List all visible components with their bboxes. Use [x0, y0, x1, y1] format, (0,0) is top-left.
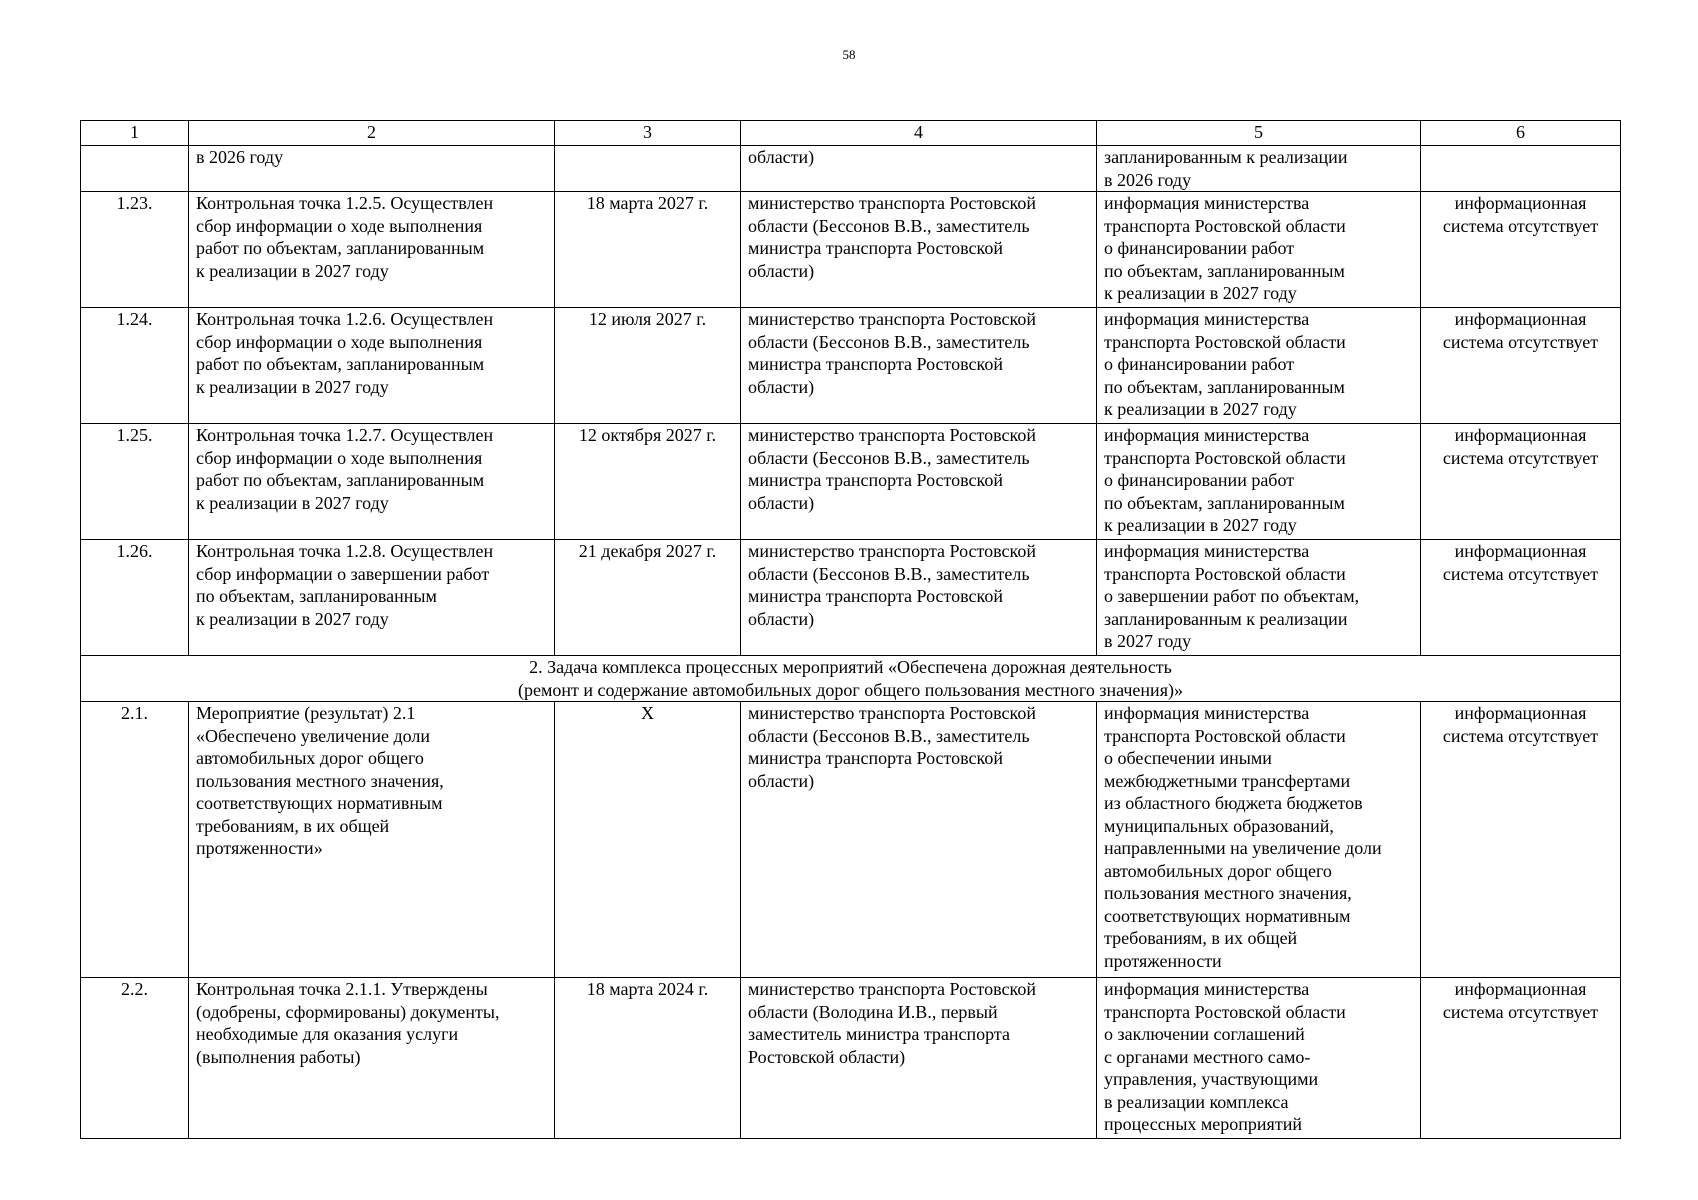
- table-row: [81, 192, 1621, 308]
- row-responsible: министерство транспорта Ростовской области (Бессонов В.В., заместитель министра транспорта Ростовской области): [741, 424, 1097, 540]
- section-row: [81, 656, 1621, 702]
- row-date: 12 июля 2027 г.: [555, 308, 741, 424]
- row-system: информационная система отсутствует: [1421, 308, 1621, 424]
- row-system: [1421, 146, 1621, 192]
- row-responsible: министерство транспорта Ростовской области (Бессонов В.В., заместитель министра транспорта Ростовской области): [741, 192, 1097, 308]
- row-number: 1.23.: [81, 192, 189, 308]
- row-number: 1.24.: [81, 308, 189, 424]
- row-document: информация министерства транспорта Ростовской области о завершении работ по объектам, запланированным к реализации в 2027 году: [1097, 540, 1421, 656]
- row-document: информация министерства транспорта Ростовской области о финансировании работ по объектам, запланированным к реализации в 2027 году: [1097, 308, 1421, 424]
- plan-table: [80, 120, 1621, 1139]
- row-system: информационная система отсутствует: [1421, 540, 1621, 656]
- row-document: запланированным к реализации в 2026 году: [1097, 146, 1421, 192]
- column-header: 2: [189, 121, 555, 146]
- row-responsible: области): [741, 146, 1097, 192]
- row-name: Контрольная точка 1.2.8. Осуществлен сбор информации о завершении работ по объектам, запланированным к реализации в 2027 году: [189, 540, 555, 656]
- row-system: информационная система отсутствует: [1421, 978, 1621, 1139]
- row-date: 21 декабря 2027 г.: [555, 540, 741, 656]
- row-name: Контрольная точка 2.1.1. Утверждены (одобрены, сформированы) документы, необходимые для оказания услуги (выполнения работы): [189, 978, 555, 1139]
- section-heading: 2. Задача комплекса процессных мероприятий «Обеспечена дорожная деятельность (ремонт и содержание автомобильных дорог общего пользования местного значения)»: [81, 656, 1621, 702]
- column-header: 3: [555, 121, 741, 146]
- table-row: [81, 146, 1621, 192]
- row-name: Мероприятие (результат) 2.1 «Обеспечено увеличение доли автомобильных дорог общего пользования местного значения, соответствующих нормативным требованиям, в их общей протяженности»: [189, 702, 555, 978]
- table-row: [81, 702, 1621, 978]
- row-number: 2.2.: [81, 978, 189, 1139]
- table-row: [81, 308, 1621, 424]
- row-system: информационная система отсутствует: [1421, 192, 1621, 308]
- table-header-row: [81, 121, 1621, 146]
- row-date: [555, 146, 741, 192]
- row-name: Контрольная точка 1.2.5. Осуществлен сбор информации о ходе выполнения работ по объектам, запланированным к реализации в 2027 году: [189, 192, 555, 308]
- column-header: 1: [81, 121, 189, 146]
- row-number: [81, 146, 189, 192]
- table-row: [81, 424, 1621, 540]
- row-document: информация министерства транспорта Ростовской области о финансировании работ по объектам, запланированным к реализации в 2027 году: [1097, 424, 1421, 540]
- row-document: информация министерства транспорта Ростовской области о обеспечении иными межбюджетными трансфертами из областного бюджета бюджетов муниципальных образований, направленными на увеличение доли автомобильных дорог общего пользования местного значения, соответствующих нормативным требованиям, в их общей протяженности: [1097, 702, 1421, 978]
- row-date: Х: [555, 702, 741, 978]
- page-number: 58: [842, 47, 856, 62]
- row-name: Контрольная точка 1.2.6. Осуществлен сбор информации о ходе выполнения работ по объектам, запланированным к реализации в 2027 году: [189, 308, 555, 424]
- row-name: Контрольная точка 1.2.7. Осуществлен сбор информации о ходе выполнения работ по объектам, запланированным к реализации в 2027 году: [189, 424, 555, 540]
- table-row: [81, 540, 1621, 656]
- row-document: информация министерства транспорта Ростовской области о финансировании работ по объектам, запланированным к реализации в 2027 году: [1097, 192, 1421, 308]
- column-header: 5: [1097, 121, 1421, 146]
- row-number: 1.25.: [81, 424, 189, 540]
- row-name: в 2026 году: [189, 146, 555, 192]
- column-header: 4: [741, 121, 1097, 146]
- row-document: информация министерства транспорта Ростовской области о заключении соглашений с органами местного само- управления, участвующими в реализации комплекса процессных мероприятий: [1097, 978, 1421, 1139]
- row-number: 2.1.: [81, 702, 189, 978]
- row-responsible: министерство транспорта Ростовской области (Бессонов В.В., заместитель министра транспорта Ростовской области): [741, 540, 1097, 656]
- row-responsible: министерство транспорта Ростовской области (Бессонов В.В., заместитель министра транспорта Ростовской области): [741, 308, 1097, 424]
- row-system: информационная система отсутствует: [1421, 702, 1621, 978]
- column-header: 6: [1421, 121, 1621, 146]
- table-row: [81, 978, 1621, 1139]
- row-date: 18 марта 2024 г.: [555, 978, 741, 1139]
- row-date: 12 октября 2027 г.: [555, 424, 741, 540]
- row-date: 18 марта 2027 г.: [555, 192, 741, 308]
- row-responsible: министерство транспорта Ростовской области (Бессонов В.В., заместитель министра транспорта Ростовской области): [741, 702, 1097, 978]
- row-responsible: министерство транспорта Ростовской области (Володина И.В., первый заместитель министра транспорта Ростовской области): [741, 978, 1097, 1139]
- row-system: информационная система отсутствует: [1421, 424, 1621, 540]
- row-number: 1.26.: [81, 540, 189, 656]
